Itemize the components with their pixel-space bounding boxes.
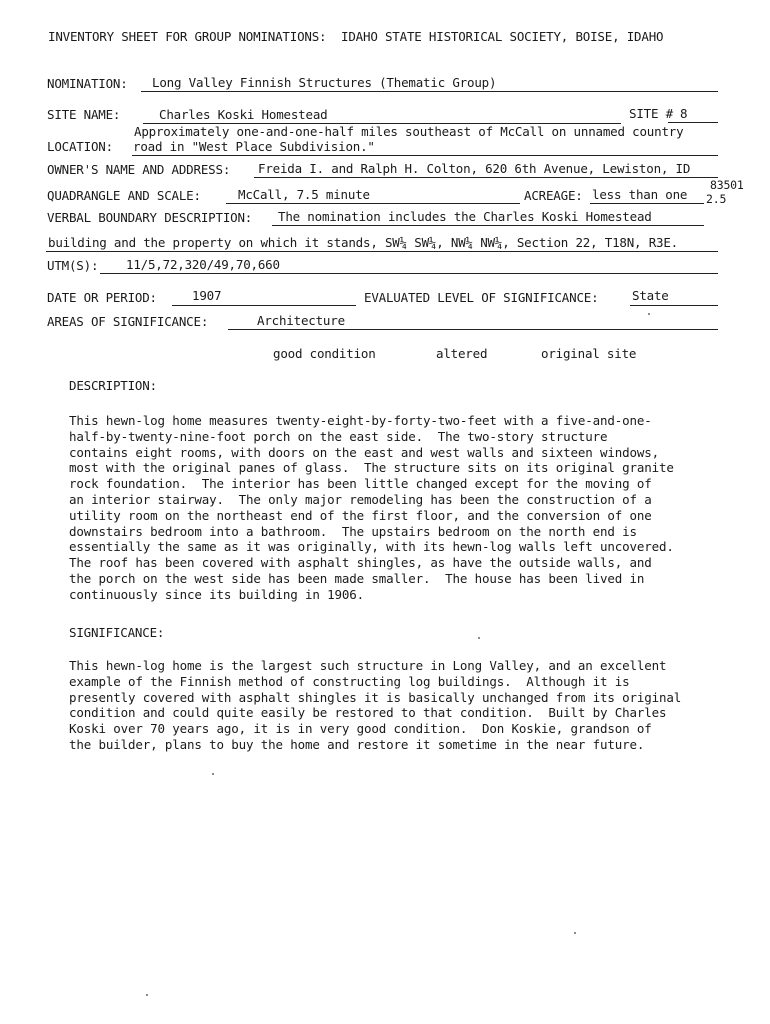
significance-body (69, 658, 759, 753)
owner-label: OWNER'S NAME AND ADDRESS: (47, 162, 231, 177)
description-heading: DESCRIPTION: (69, 378, 157, 393)
eval-label: EVALUATED LEVEL OF SIGNIFICANCE: (364, 290, 599, 305)
areas-value: Architecture (257, 313, 345, 328)
acreage-rule (590, 203, 704, 204)
significance-line: Koski over 70 years ago, it is in very good condition. Don Koskie, grandson of (69, 721, 652, 737)
description-line: continuously since its building in 1906. (69, 586, 365, 602)
site-number-label: SITE # (629, 106, 673, 121)
boundary-line-2: building and the property on which it stands, SW¼ SW¼, NW¼ NW¼, Section 22, T18N, R3E. (48, 235, 679, 250)
location-line-1: Approximately one-and-one-half miles southeast of McCall on unnamed country (134, 124, 684, 139)
areas-rule (228, 329, 718, 330)
nomination-label: NOMINATION: (47, 76, 128, 91)
description-line: most with the original panes of glass. The structure sits on its original granite (69, 460, 674, 476)
scan-speck (212, 773, 214, 775)
description-line: This hewn-log home measures twenty-eight-by-forty-two-feet with a five-and-one- (69, 413, 652, 428)
boundary-label: VERBAL BOUNDARY DESCRIPTION: (47, 210, 253, 225)
condition-original-site: original site (541, 346, 637, 361)
scan-speck (146, 994, 148, 996)
description-line: utility room on the northeast end of the first floor, and the conversion of one (69, 507, 652, 523)
nomination-value: Long Valley Finnish Structures (Thematic Group) (152, 75, 497, 90)
utm-rule (100, 273, 718, 274)
significance-heading: SIGNIFICANCE: (69, 625, 165, 640)
owner-value: Freida I. and Ralph H. Colton, 620 6th Avenue, Lewiston, ID (258, 161, 691, 176)
description-line: half-by-twenty-nine-foot porch on the east side. The two-story structure (69, 428, 608, 444)
owner-rule (254, 177, 718, 178)
site-name-value: Charles Koski Homestead (159, 107, 328, 122)
areas-label: AREAS OF SIGNIFICANCE: (47, 314, 209, 329)
eval-value: State (632, 288, 669, 303)
date-rule (172, 305, 356, 306)
description-line: rock foundation. The interior has been little changed except for the moving of (69, 476, 652, 492)
acreage-note: 2.5 (706, 192, 727, 206)
owner-zip: 83501 (710, 178, 744, 192)
description-line: downstairs bedroom into a bathroom. The upstairs bedroom on the north end is (69, 523, 637, 539)
nomination-rule (141, 91, 718, 92)
condition-altered: altered (436, 346, 488, 361)
significance-line: example of the Finnish method of constructing log buildings. Although it is (69, 673, 630, 689)
utm-value: 11/5,72,320/49,70,660 (126, 257, 280, 272)
location-label: LOCATION: (47, 139, 113, 154)
location-line-2: road in "West Place Subdivision." (133, 139, 375, 154)
description-line: contains eight rooms, with doors on the east and west walls and sixteen windows, (69, 444, 660, 460)
quadrangle-value: McCall, 7.5 minute (238, 187, 370, 202)
location-rule (132, 155, 718, 156)
significance-line: presently covered with asphalt shingles it is basically unchanged from its original (69, 689, 682, 705)
condition-good: good condition (273, 346, 376, 361)
boundary-rule-1 (272, 225, 704, 226)
description-line: essentially the same as it was originally, with its hewn-log walls left uncovered. (69, 539, 674, 555)
acreage-label: ACREAGE: (524, 188, 583, 203)
description-line: the porch on the west side has been made smaller. The house has been lived in (69, 570, 645, 586)
significance-line: the builder, plans to buy the home and restore it sometime in the near future. (69, 736, 645, 752)
acreage-value: less than one (592, 187, 688, 202)
description-line: an interior stairway. The only major remodeling has been the construction of a (69, 491, 652, 507)
description-line: The roof has been covered with asphalt shingles, as have the outside walls, and (69, 555, 652, 571)
scan-speck (648, 313, 650, 315)
description-body (69, 413, 759, 603)
date-value: 1907 (192, 288, 222, 303)
utm-label: UTM(S): (47, 258, 99, 273)
eval-rule (630, 305, 718, 306)
quadrangle-rule (226, 203, 520, 204)
scan-speck (574, 932, 576, 934)
scan-speck (478, 637, 480, 639)
date-label: DATE OR PERIOD: (47, 290, 157, 305)
site-name-label: SITE NAME: (47, 107, 121, 122)
boundary-line-1: The nomination includes the Charles Koski Homestead (278, 209, 652, 224)
significance-line: This hewn-log home is the largest such structure in Long Valley, and an excellent (69, 658, 667, 673)
site-number-value: 8 (680, 106, 688, 121)
significance-line: condition and could quite easily be restored to that condition. Built by Charles (69, 705, 667, 721)
sheet-header: INVENTORY SHEET FOR GROUP NOMINATIONS: IDAHO STATE HISTORICAL SOCIETY, BOISE, IDAHO (48, 29, 664, 44)
boundary-rule-2 (46, 251, 718, 252)
quadrangle-label: QUADRANGLE AND SCALE: (47, 188, 201, 203)
